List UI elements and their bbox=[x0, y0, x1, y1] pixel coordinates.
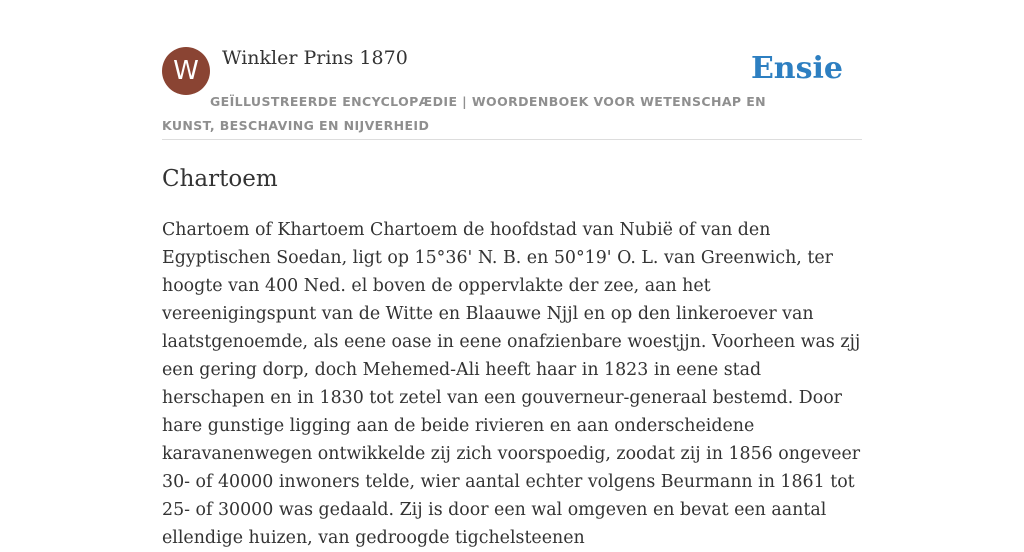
source-avatar[interactable]: W bbox=[162, 47, 210, 95]
source-title[interactable]: Winkler Prins 1870 bbox=[222, 47, 408, 69]
brand-logo[interactable]: Ensie bbox=[750, 51, 843, 86]
source-subtitle: GEÏLLUSTREERDE ENCYCLOPÆDIE | WOORDENBOEK VOOR WETENSCHAP EN KUNST, BESCHAVING EN NIJVERHEID bbox=[162, 94, 767, 133]
article-body: Chartoem of Khartoem Chartoem de hoofdstad van Nubië of van den Egyptischen Soedan, ligt op 15°36' N. B. en 50°19' O. L. van Greenwich, ter hoogte van 400 Ned. el boven de oppervlakte der zee, aan het vereenigingspunt van de Witte en Blaauwe Njjl en op den linkeroever van laatstgenoemde, als eene oase in eene onafzienbare woestjjn. Voorheen was zjj een gering dorp, doch Mehemed-Ali heeft haar in 1823 in eene stad herschapen en in 1830 tot zetel van een gouverneur-generaal bestemd. Door hare gunstige ligging aan de beide rivieren en aan onderscheidene karavanenwegen ontwikkelde zij zich voorspoedig, zoodat zij in 1856 ongeveer 30- of 40000 inwoners telde, wier aantal echter volgens Beurmann in 1861 tot 25- of 30000 was gedaald. Zij is door een wal omgeven en bevat een aantal ellendige huizen, van gedroogde tigchelsteenen bbox=[162, 220, 861, 548]
article-title: Chartoem bbox=[162, 166, 278, 192]
header bbox=[162, 46, 862, 140]
